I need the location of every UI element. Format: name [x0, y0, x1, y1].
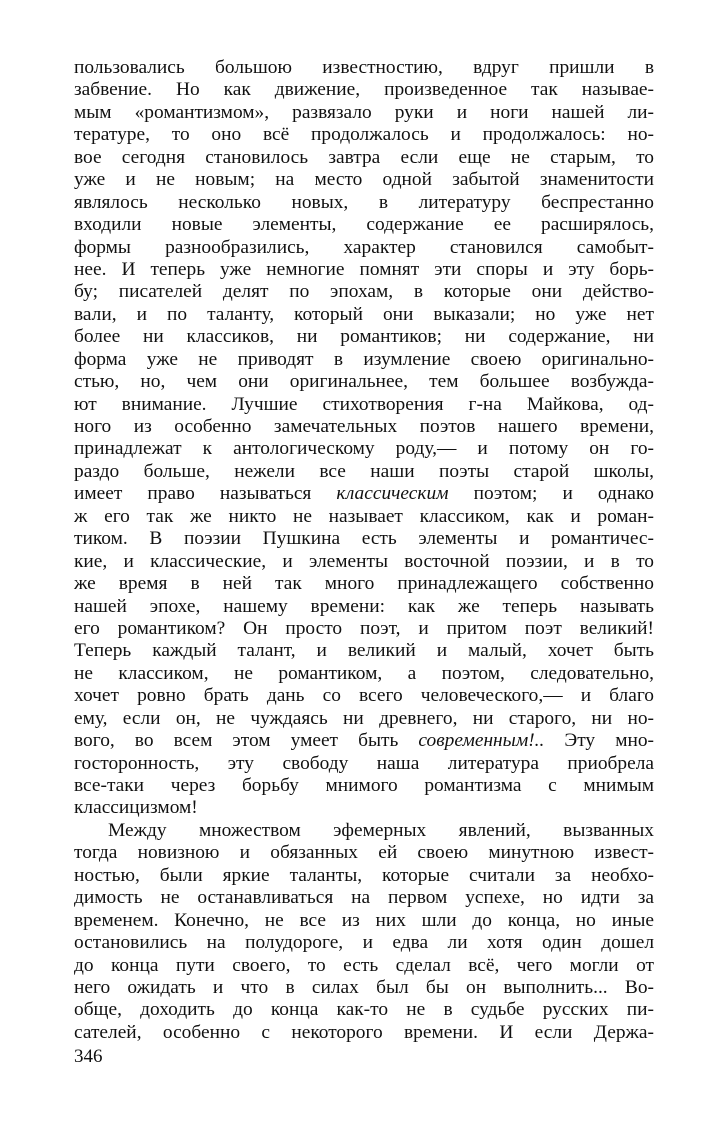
- text-line: формы разнообразились, характер становился самобыт-: [74, 236, 654, 258]
- text-line: тиком. В поэзии Пушкина есть элементы и романтичес-: [74, 528, 654, 550]
- text-line: входили новые элементы, содержание ее расширялось,: [74, 214, 654, 236]
- text-line: уже и не новым; на место одной забытой знаменитости: [74, 169, 654, 191]
- paragraph-start-line: Между множеством эфемерных явлений, вызванных: [108, 819, 654, 841]
- text-line: тогда новизною и обязанных ей своею минутною извест-: [74, 842, 654, 864]
- paragraph-end-line: классицизмом!: [74, 797, 198, 819]
- text-line: бу; писателей делят по эпохам, в которые они действо-: [74, 281, 654, 303]
- text-line: нашей эпохе, нашему времени: как же теперь называть: [74, 595, 654, 617]
- text-line: сателей, особенно с некоторого времени. И если Держа-: [74, 1021, 654, 1043]
- text-line: форма уже не приводят в изумление своею оригинально-: [74, 348, 654, 370]
- body-text: [74, 57, 654, 1044]
- text-line: Теперь каждый талант, и великий и малый, хочет быть: [74, 640, 654, 662]
- text-line: ж его так же никто не называет классиком, как и роман-: [74, 505, 654, 527]
- text-fragment: поэтом; и однако: [448, 483, 654, 505]
- text-line: временем. Конечно, не все из них шли до конца, но иные: [74, 909, 654, 931]
- text-line: тературе, то оно всё продолжалось и продолжалось: но-: [74, 124, 654, 146]
- text-line: вали, и по таланту, который они выказали; но уже нет: [74, 303, 654, 325]
- text-fragment: вого, во всем этом умеет быть: [74, 730, 419, 752]
- text-line: димость не останавливаться на первом успехе, но идти за: [74, 887, 654, 909]
- text-line: мым «романтизмом», развязало руки и ноги нашей ли-: [74, 101, 654, 123]
- text-line: пользовались большою известностию, вдруг пришли в: [74, 57, 654, 78]
- text-line: [74, 483, 654, 505]
- text-line: остановились на полудороге, и едва ли хотя один дошел: [74, 932, 654, 954]
- italic-term: современным!..: [418, 730, 545, 752]
- text-line: него ожидать и что в силах был бы он выполнить... Во-: [74, 976, 654, 998]
- text-line: ного из особенно замечательных поэтов нашего времени,: [74, 416, 654, 437]
- text-line: же время в ней так много принадлежащего собственно: [74, 573, 654, 595]
- text-line: более ни классиков, ни романтиков; ни содержание, ни: [74, 326, 654, 348]
- italic-term: классическим: [336, 483, 449, 505]
- text-line: не классиком, не романтиком, а поэтом, следовательно,: [74, 662, 654, 684]
- text-line: госторонность, эту свободу наша литература приобрела: [74, 752, 654, 774]
- text-fragment: Эту мно-: [544, 730, 655, 752]
- text-line: нее. И теперь уже немногие помнят эти споры и эту борь-: [74, 258, 654, 280]
- text-line: раздо больше, нежели все наши поэты старой школы,: [74, 460, 654, 482]
- page-number: 346: [74, 1046, 103, 1067]
- text-line: ностью, были яркие таланты, которые считали за необхо-: [74, 864, 654, 886]
- text-line: все-таки через борьбу мнимого романтизма с мнимым: [74, 775, 654, 796]
- text-line: его романтиком? Он просто поэт, и притом поэт великий!: [74, 617, 654, 639]
- text-line: хочет ровно брать дань со всего человеческого,— и благо: [74, 685, 654, 707]
- text-fragment: имеет право называться: [74, 483, 337, 505]
- text-line: до конца пути своего, то есть сделал всё, чего могли от: [74, 954, 654, 976]
- text-line: [74, 730, 654, 752]
- text-line: принадлежат к антологическому роду,— и потому он го-: [74, 438, 654, 460]
- text-line: кие, и классические, и элементы восточной поэзии, и в то: [74, 550, 654, 572]
- text-line: ют внимание. Лучшие стихотворения г-на Майкова, од-: [74, 393, 654, 415]
- text-line: обще, доходить до конца как-то не в судьбе русских пи-: [74, 999, 654, 1021]
- text-line: забвение. Но как движение, произведенное так называе-: [74, 79, 654, 101]
- text-line: ему, если он, не чуждаясь ни древнего, ни старого, ни но-: [74, 707, 654, 729]
- text-line: являлось несколько новых, в литературу беспрестанно: [74, 191, 654, 213]
- text-line: вое сегодня становилось завтра если еще не старым, то: [74, 146, 654, 168]
- text-line: стью, но, чем они оригинальнее, тем большее возбужда-: [74, 371, 654, 393]
